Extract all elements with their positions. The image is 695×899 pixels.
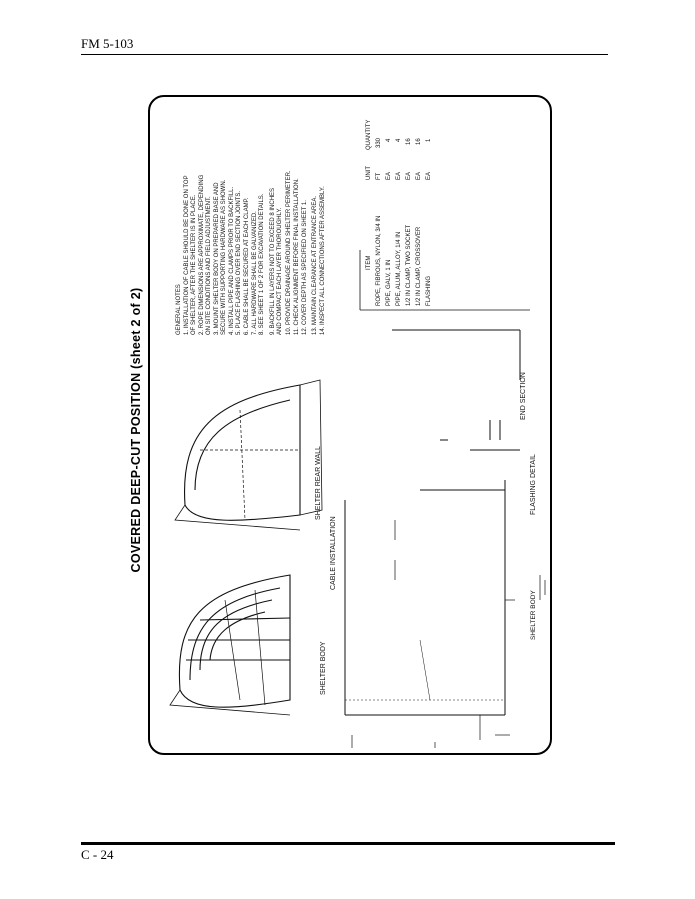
table-header-unit: UNIT bbox=[366, 166, 372, 180]
shelter-body-illustration bbox=[170, 575, 290, 715]
table-row-unit: FT bbox=[376, 172, 382, 180]
table-row-item: 1/2 IN CLAMP, CROSSOVER bbox=[416, 226, 422, 306]
table-row-unit: EA bbox=[426, 171, 432, 180]
sheet-title: COVERED DEEP-CUT POSITION (sheet 2 of 2) bbox=[129, 287, 143, 573]
cable-installation-drawing bbox=[345, 480, 515, 740]
table-row-item: 1/2 IN CLAMP, TWO SOCKET bbox=[406, 224, 412, 306]
table-row-item: PIPE, GALV, 1 IN bbox=[386, 259, 392, 306]
flashing-detail-drawing bbox=[392, 330, 520, 450]
label-flashing-detail: FLASHING DETAIL bbox=[530, 454, 537, 515]
label-side-section: SHELTER BODY bbox=[530, 590, 537, 640]
label-shelter-body: SHELTER BODY bbox=[320, 641, 327, 695]
table-row-qty: 1 bbox=[426, 138, 432, 142]
table-row-qty: 16 bbox=[416, 138, 422, 145]
table-row-qty: 4 bbox=[396, 138, 402, 142]
table-row-unit: EA bbox=[396, 171, 402, 180]
footer-rule bbox=[81, 842, 615, 845]
table-row-unit: EA bbox=[406, 171, 412, 180]
page-number: C - 24 bbox=[81, 847, 114, 862]
table-row-qty: 330 bbox=[376, 137, 382, 148]
table-row-unit: EA bbox=[386, 171, 392, 180]
label-shelter-rear-wall: SHELTER REAR WALL bbox=[315, 446, 322, 520]
table-row-unit: EA bbox=[416, 171, 422, 180]
page-header: FM 5-103 bbox=[81, 36, 134, 51]
label-cable-installation: CABLE INSTALLATION bbox=[330, 516, 337, 590]
rear-wall-illustration bbox=[175, 380, 322, 530]
label-end-section: END SECTION bbox=[520, 372, 527, 420]
dimension-marks bbox=[352, 575, 545, 748]
table-header-qty: QUANTITY bbox=[366, 119, 372, 150]
table-row-qty: 16 bbox=[406, 138, 412, 145]
table-row-item: FLASHING bbox=[426, 275, 432, 306]
table-row-item: PIPE, ALUM, ALLOY, 1/4 IN bbox=[396, 231, 402, 306]
table-header-item: ITEM bbox=[366, 255, 372, 270]
table-row-item: ROPE, FIBROUS, NYLON, 3/4 IN bbox=[376, 215, 382, 306]
table-row-qty: 4 bbox=[386, 138, 392, 142]
